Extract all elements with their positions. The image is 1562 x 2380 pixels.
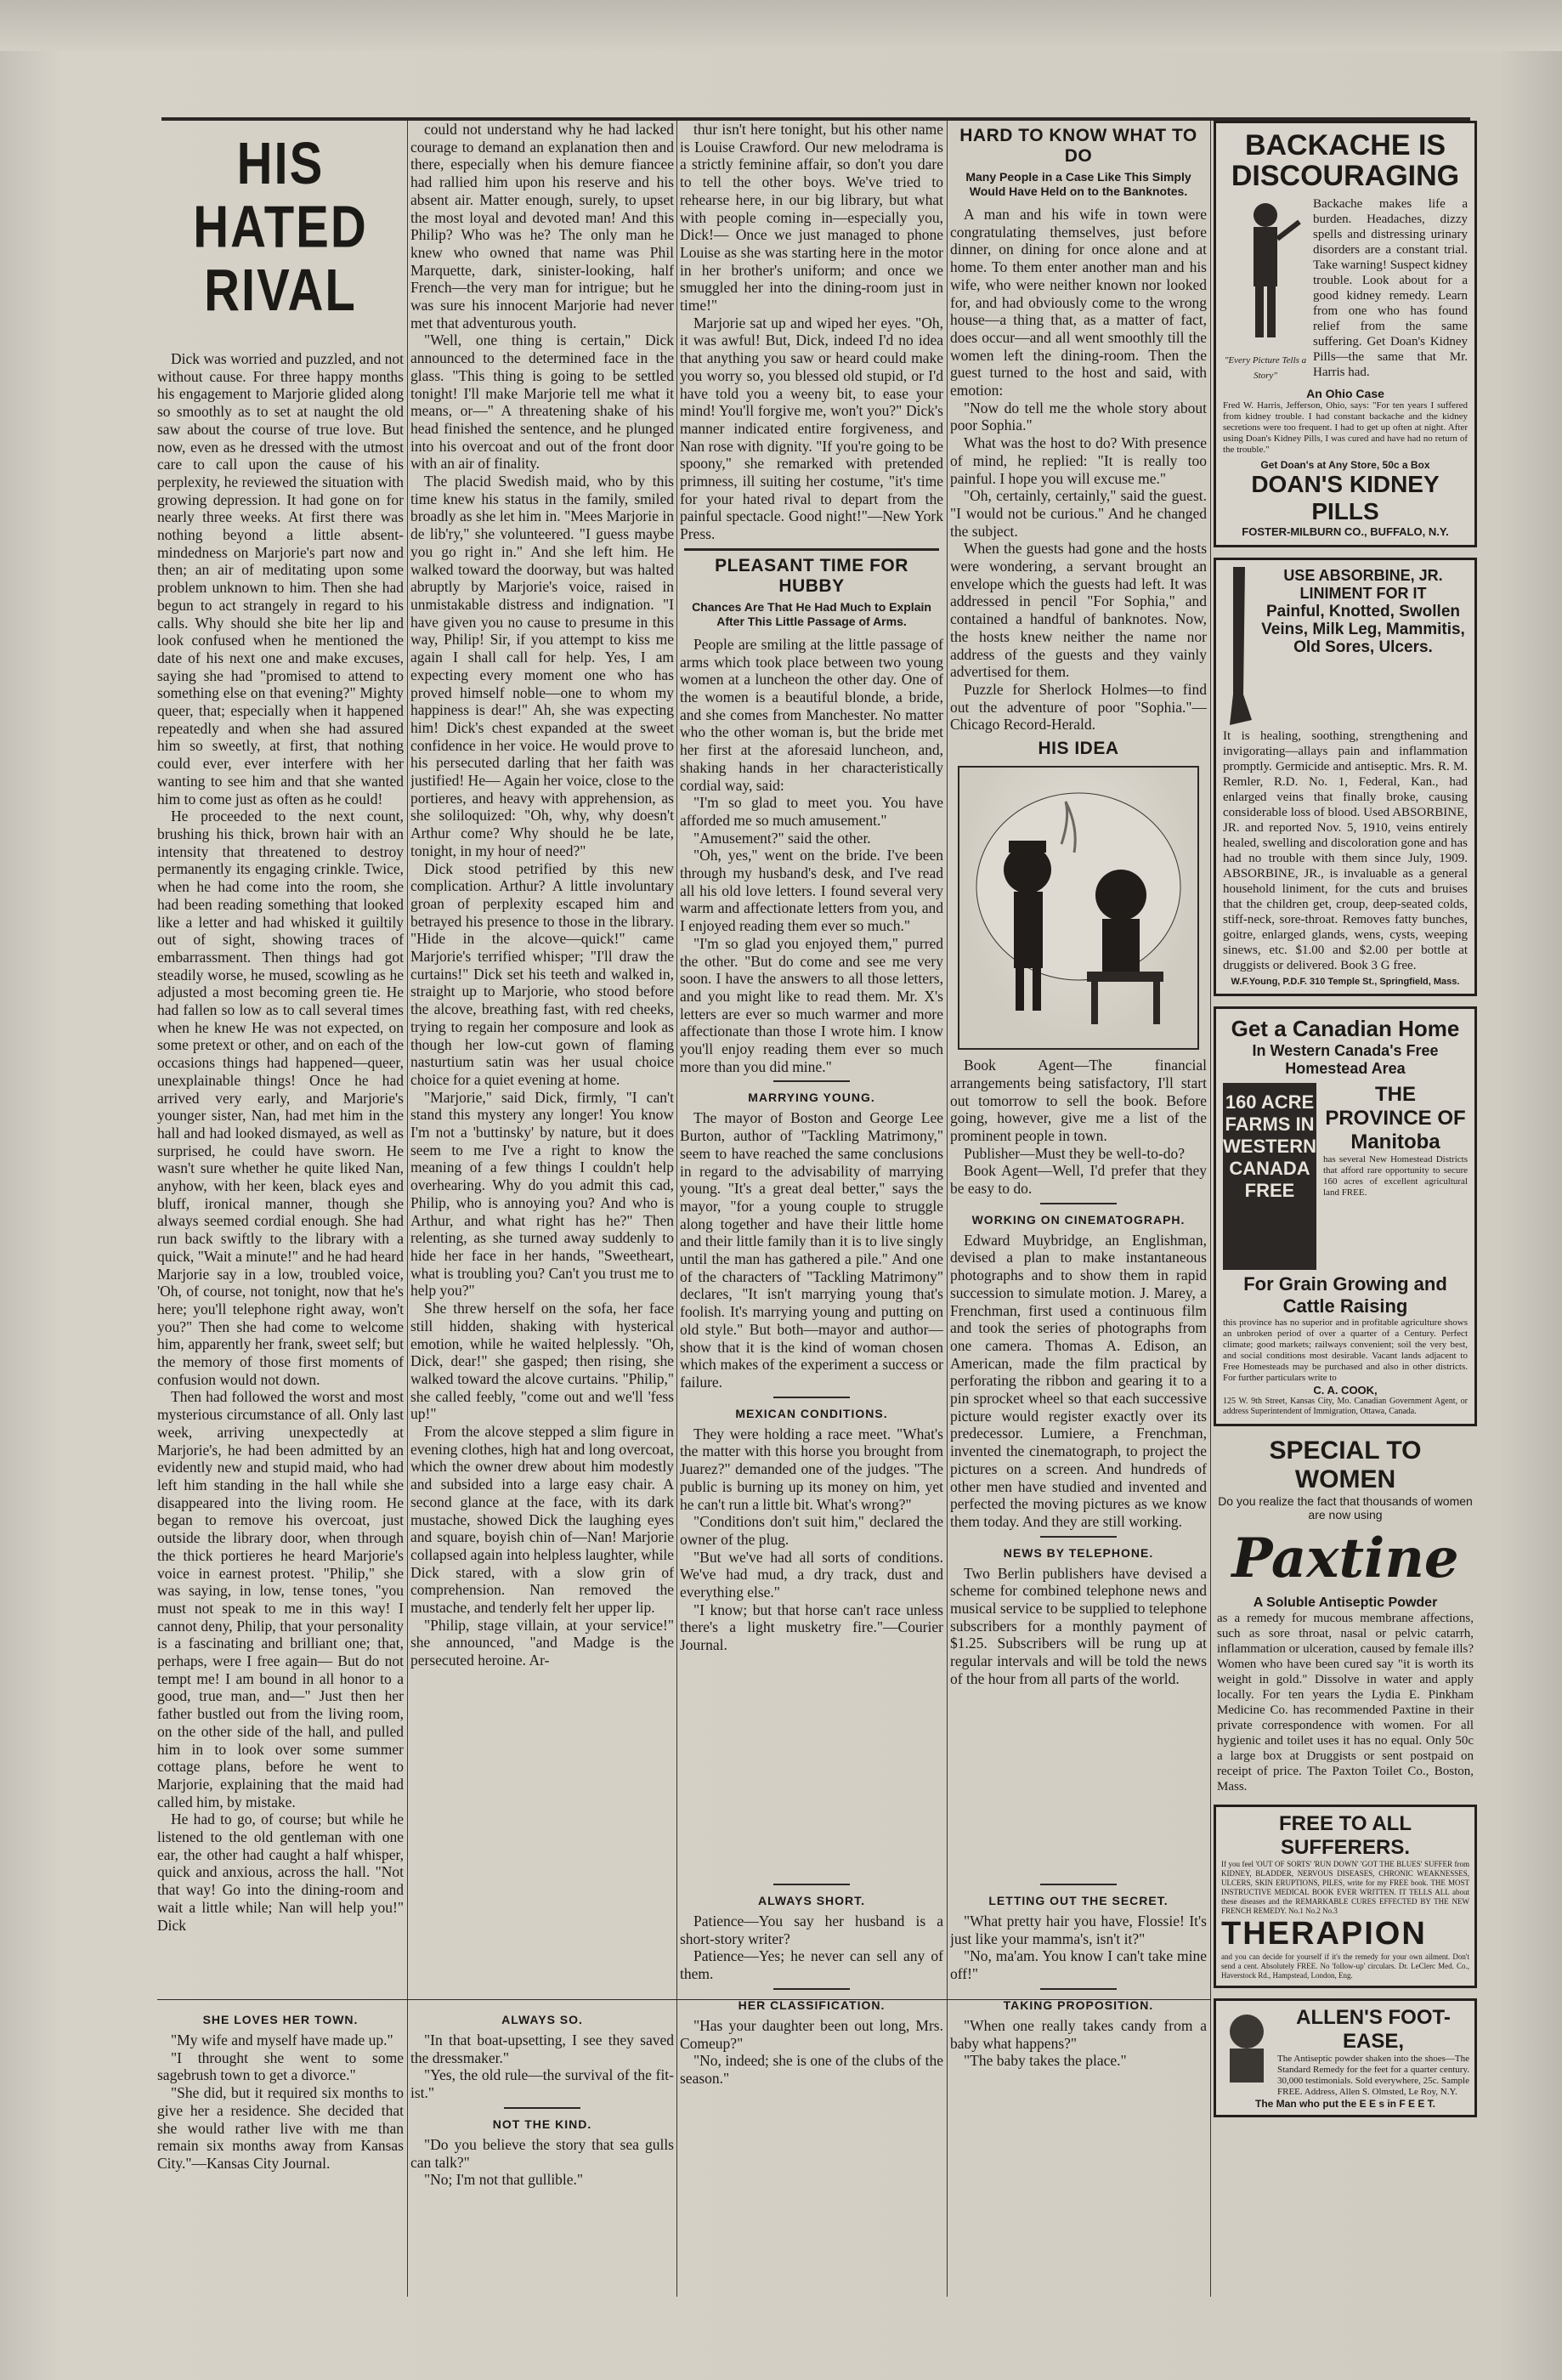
portrait-icon: [1221, 2006, 1272, 2082]
ad-subtitle: A Soluble Antiseptic Powder: [1253, 1595, 1438, 1610]
ad-body: as a remedy for mucous membrane affections, such as sore throat, nasal or pelvic catarrh, inflammation or ulceration, caused by female ills? Women who have been cured say "it is worth its weight in gold." Dissolve in water and apply locally. For ten years the Lydia E. Pinkham Medicine Co. has recommended Paxtine in their private correspondence with women. For all hygienic and toilet uses it has no equal. Only 50c a large box at Druggists or sent postpaid on receipt of price. The Paxton Toilet Co., Boston, Mass.: [1217, 1612, 1474, 1794]
article-paragraph: Dick stood petrified by this new complication. Arthur? A little involuntary groan of perplexity escaped him and betrayed his presence to those in the library. "Hide in the alcove—quick!" came Marjorie's terrified whisper; "I'll draw the curtains!" Dick set his teeth and walked in, straight up to Marjorie, who stood before the alcove, breathing fast, with red cheeks, trying to regain her composure and look as though her low-cut gown of flaming nasturtium satin was her usual choice choice for a quiet evening at home.: [410, 859, 674, 1088]
ad-body: The Antiseptic powder shaken into the shoes—The Standard Remedy for the feet for a quarter century. 30,000 testimonials. Sold everywhere, 25c. Sample FREE. Address, Allen S. Olmsted, Le Roy, N.Y.: [1277, 2054, 1469, 2097]
article-paragraph: Puzzle for Sherlock Holmes—to find out the adventure of poor "Sophia."—Chicago Record-Herald.: [950, 680, 1207, 734]
cartoon-illustration: [958, 766, 1199, 1050]
headline-cinematograph: WORKING ON CINEMATOGRAPH.: [971, 1212, 1186, 1227]
ads-column: [1214, 121, 1477, 2207]
article-paragraph: "No, ma'am. You know I can't take mine off!": [950, 1947, 1207, 1983]
article-paragraph: Publisher—Must they be well-to-do?: [964, 1144, 1186, 1162]
ad-title: FREE TO ALL SUFFERERS.: [1279, 1812, 1412, 1859]
article-paragraph: "The baby takes the place.": [964, 2052, 1127, 2070]
article-paragraph: "Amusement?" said the other.: [693, 829, 871, 847]
article-paragraph: "Marjorie," said Dick, firmly, "I can't stand this mystery any longer! You know I'm not a 'buttinsky' by nature, but it does seem to me I've a right to know the meaning of a few things I couldn't help overhearing. Why do you admit this cad, Philip, who is annoying you? And who is Arthur, and what right has he?" Then relenting, as she turned away suddenly to hide her face in her hands, "Sweetheart, what is troubling you? Can't you trust me to help you?": [410, 1088, 674, 1300]
ad-body: and you can decide for yourself if it's the remedy for your own ailment. Don't send a cent. Absolutely FREE. No 'follow-up' circulars. Dr. LeClerc Med. Co., Haverstock Rd., Hampstead, London, Eng.: [1221, 1952, 1469, 1980]
divider: [504, 2107, 580, 2109]
headline-pleasant-time: PLEASANT TIME FOR HUBBY: [715, 555, 908, 596]
leg-icon: [1223, 567, 1254, 728]
article-paragraph: Patience—You say her husband is a short-story writer?: [680, 1912, 943, 1947]
ad-body: has several New Homestead Districts that afford rare opportunity to secure 160 acres of excellent agricultural land FREE.: [1323, 1154, 1468, 1198]
headline-news-by-telephone: NEWS BY TELEPHONE.: [1003, 1545, 1154, 1560]
headline-marrying-young: MARRYING YOUNG.: [748, 1091, 875, 1105]
man-with-backache-icon: [1223, 196, 1308, 349]
article-paragraph: Patience—Yes; he never can sell any of them.: [680, 1947, 943, 1983]
ad-brand: DOAN'S KIDNEY PILLS: [1251, 471, 1440, 524]
article-paragraph: "She did, but it required six months to give her a residence. She decided that she would rather live with me than remain six months away from Kansas City."—Kansas City Journal.: [157, 2084, 404, 2172]
ad-body: Backache makes life a burden. Headaches, dizzy spells and distressing urinary disorders are a constant trial. Take warning! Suspect kidney trouble. Look about for a good kidney remedy. Learn from one who has found relief from the same suffering. Get Doan's Kidney Pills—the same that Mr. Harris had.: [1313, 197, 1468, 379]
article-paragraph: "Yes, the old rule—the survival of the fit-ist.": [410, 2066, 674, 2102]
subheadline: Many People in a Case Like This Simply Would Have Held on to the Banknotes.: [965, 170, 1191, 198]
article-paragraph: "Do you believe the story that sea gulls can talk?": [410, 2135, 674, 2171]
headline-his-idea: HIS IDEA: [1038, 739, 1119, 759]
article-paragraph: Two Berlin publishers have devised a scheme for combined telephone news and musical service to be supplied to telephone subscribers for a monthly payment of $1.25. Subscribers will be rung up at regular intervals and will be told the news of the hour from all parts of the world.: [950, 1564, 1207, 1687]
column-3: [680, 121, 943, 1995]
headline-taking-proposition: TAKING PROPOSITION.: [1003, 1998, 1154, 2012]
article-paragraph: Book Agent—Well, I'd prefer that they be easy to do.: [950, 1162, 1207, 1198]
ad-maker: FOSTER-MILBURN CO., BUFFALO, N.Y.: [1242, 525, 1449, 538]
article-paragraph: From the alcove stepped a slim figure in evening clothes, high hat and long overcoat, which the owner drew about him modestly and subsided into a large easy chair. A second glance at the face, with its dark mustache, showed Dick the laughing eyes and square, boyish chin of—Nan! Marjorie collapsed again into helpless laughter, while Dick stared, with a slow grin of comprehension. Nan removed the mustache, and tenderly felt her upper lip.: [410, 1423, 674, 1617]
headline-hard-to-know: HARD TO KNOW WHAT TO DO: [959, 126, 1197, 166]
divider: [773, 1988, 850, 1990]
divider: [773, 1397, 850, 1398]
ad-subtitle: Do you realize the fact that thousands of women are now using: [1218, 1494, 1473, 1522]
therapion-logo: THERAPION: [1221, 1916, 1427, 1952]
article-paragraph: Book Agent—The financial arrangements being satisfactory, I'll start out tomorrow to sell the book. Before going, however, give me a list of the prominent people in town.: [950, 1057, 1207, 1144]
column-1: [157, 121, 404, 1995]
divider: [1040, 1203, 1117, 1204]
article-paragraph: Edward Muybridge, an Englishman, devised a plan to make instantaneous photographs and to show them in rapid succession to simulate motion. J. Marey, a Frenchman, first used a continuous film and took the series of photographs from one camera. Thomas A. Edison, an American, made the film practical by perforating the ribbon and gearing it to a pin sprocket wheel so that each successive picture would register exactly over its predecessor. Lumiere, a Frenchman, invented the cinematograph, to project the pictures on a screen. And hundreds of other men have studied and invented and perfected the moving pictures as we know them today. And they are still working.: [950, 1231, 1207, 1530]
article-paragraph: What was the host to do? With presence of mind, he replied: "It is really too painful. I hope you will excuse me.": [950, 434, 1207, 487]
column-rule: [1210, 121, 1211, 2297]
ad-doans: [1214, 121, 1477, 547]
canada-map-banner: 160 ACRE FARMS IN WESTERN CANADA FREE: [1223, 1083, 1316, 1270]
ad-canada: [1214, 1006, 1477, 1426]
divider: [684, 548, 939, 551]
article-paragraph: Marjorie sat up and wiped her eyes. "Oh, it was awful! But, Dick, indeed I'd no idea that anything you saw or heard could make you worry so, you blessed old stupid, or I'd have told you a weeny bit, to ease your mind! You'll forgive me, won't you?" Dick's manner indicated entire forgiveness, and Nan rose with dignity. "If you're going to be spoony," she remarked with pretended primness, ill suiting her costume, "it's time for your hated rival to depart from the painful spectacle. Good night!"—New York Press.: [680, 314, 943, 543]
article-paragraph: She threw herself on the sofa, her face still hidden, shaking with hysterical emotion, while he waited helplessly. "Oh, Dick, dear!" she gasped; then rising, she walked toward the alcove curtains. "Philip," she called feebly, "come out and we'll 'fess up!": [410, 1300, 674, 1423]
article-paragraph: "What pretty hair you have, Flossie! It's just like your mamma's, isn't it?": [950, 1912, 1207, 1947]
ad-allens-foot-ease: [1214, 1998, 1477, 2117]
headline-her-classification: HER CLASSIFICATION.: [738, 1998, 886, 2012]
article-paragraph: "In that boat-upsetting, I see they saved the dressmaker.": [410, 2032, 674, 2066]
ad-therapion: [1214, 1805, 1477, 1988]
article-paragraph: When the guests had gone and the hosts were wondering, a servant brought an envelope which the guests had left. It was addressed in pencil "For Sophia," and contained a handful of banknotes. Now, the hosts knew neither the name nor address of the guests and they vainly advertised for them.: [950, 540, 1207, 681]
article-paragraph: "Philip, stage villain, at your service!" she announced, "and Madge is the persecuted heroine. Ar-: [410, 1616, 674, 1669]
article-paragraph: "Has your daughter been out long, Mrs. Comeup?": [680, 2016, 943, 2052]
article-paragraph: The placid Swedish maid, who by this time knew his status in the family, smiled broadly as she let him in. "Mees Marjorie in de lib'ry," she volunteered. "I guess maybe you go right in." And she left him. He walked toward the doorway, but was halted abruptly by Marjorie's voice, raised in unmistakable distress and indignation. "I have given you no cause to presume in this way, Philip! Sir, if you attempt to kiss me again I shall call for help. Yes, I am expecting every moment one who has proved himself noble—one to whom my happiness is dear!" Ah, she was expecting him! Dick's chest expanded at the sweet confidence in her voice. He would prove to his persecuted darling that her faith was justified! He— Again her voice, close to the portieres, and heavy with apprehension, as she soliloquized: "Oh, why, why doesn't Arthur come? Why should he be late, tonight, in my hour of need?": [410, 473, 674, 859]
headline-always-short: ALWAYS SHORT.: [757, 1894, 866, 1907]
bottom-item-1: [157, 2004, 404, 2208]
article-paragraph: "My wife and myself have made up.": [171, 2032, 393, 2048]
article-paragraph: thur isn't here tonight, but his other name is Louise Crawford. Our new melodrama is a strictly feminine affair, so don't you dare to tell the other boys. We've tried to rehearse here, in our big library, but what with people coming in—especially you, Dick!— Once we just managed to phone Louise as she was starting here in the motor in her brother's uniform; and once we smuggled her into the dining-room just in time!": [680, 121, 943, 314]
column-4: [950, 121, 1207, 1995]
ad-caption: "Every Picture Tells a Story": [1224, 355, 1307, 381]
divider: [773, 1884, 850, 1885]
article-paragraph: could not understand why he had lacked courage to demand an explanation then and there, especially when his demure fiancee had rallied him upon his reserve and his absent air. Matter enough, surely, to upset the most loyal and devoted man! And this Philip? Who was he? The only man he knew who owned that name was Phil Marquette, dark, sinister-looking, half French—the very man for intrigue; but he was sure his innocent Marjorie had never met that adventurous youth.: [410, 121, 674, 332]
ad-title: BACKACHE IS DISCOURAGING: [1231, 129, 1460, 192]
article-paragraph: "No; I'm not that gullible.": [424, 2171, 584, 2189]
ad-maker: W.F.Young, P.D.F. 310 Temple St., Springfield, Mass.: [1231, 977, 1460, 987]
page-fold-shadow: [0, 0, 1562, 51]
ad-body: It is healing, soothing, strengthening and invigorating—allays pain and inflammation promptly. Germicide and antiseptic. Mrs. R. M. Remler, R.D. No. 1, Federal, Kan., had enlarged veins that finally broke, causing considerable loss of blood. Used ABSORBINE, JR. and reported Nov. 5, 1910, veins entirely healed, swelling and discoloration gone and has had no trouble with them since July, 1909. ABSORBINE, JR., is invaluable as a general household liniment, for the cuts and bruises that the children get, croup, deep-seated colds, stiff-neck, sore-throat. Removes fatty bunches, goitre, enlarged glands, wens, cysts, weeping sinews, etc. $1.00 and $2.00 per bottle at druggists or delivered. Book 3 G free.: [1223, 729, 1468, 972]
ad-subtitle: An Ohio Case: [1306, 387, 1384, 400]
article-paragraph: A man and his wife in town were congratulating themselves, just before dinner, on dining for once alone and at home. To them enter another man and his wife, who were neither known nor looked for, and had obviously come to the wrong house—a thing that, as a matter of fact, does occur—and all went smoothly till the women left the dining-room. Then the guest turned to the host and said, with emotion:: [950, 206, 1207, 400]
column-rule: [947, 121, 948, 2297]
headline-letting-out-secret: LETTING OUT THE SECRET.: [988, 1894, 1169, 1907]
article-paragraph: "Oh, yes," went on the bride. I've been through my husband's desk, and I've read all his old love letters. I found several very warm and affectionate letters from you, and I enjoyed reading them ever so much.": [680, 847, 943, 935]
bottom-item-3: [680, 1878, 943, 2214]
article-paragraph: "Well, one thing is certain," Dick announced to the determined face in the glass. "This thing is going to be settled tonight! I'll make Marjorie tell me what it means, or—" A threatening shake of his head finished the sentence, and he plunged into his overcoat and out of the front door with an air of finality.: [410, 332, 674, 473]
ad-lead: Painful, Knotted, Swollen Veins, Milk Leg, Mammitis, Old Sores, Ulcers.: [1261, 603, 1465, 656]
divider: [1040, 1536, 1117, 1538]
ad-province: THE PROVINCE OF Manitoba: [1325, 1083, 1466, 1153]
cartoon-figures-icon: [959, 768, 1197, 1048]
headline-mexican-conditions: MEXICAN CONDITIONS.: [735, 1406, 888, 1420]
article-paragraph: People are smiling at the little passage of arms which took place between two young women at a luncheon the other day. One of the women is a beautiful blonde, a bride, and she comes from Manchester. No matter who the other woman is, but the bride met her first at the aforesaid luncheon, and, shaking hands in her characteristically cordial way, said:: [680, 635, 943, 794]
article-paragraph: He proceeded to the next count, brushing his thick, brown hair with an intensity that threatened to destroy permanently its engaging crinkle. Twice, when he had come into the room, she had been reading something that looked like a letter and had whisked it guiltily out of sight, showing traces of embarrassment. Then things had got steadily worse, he mused, scowling as he adjusted a most becoming green tie. He had fallen so low as to call several times when he knew He was not expected, on some pretext or other, and on each of the occasions things had happened—queer, unexplainable things! Once he had arrived very early, and Marjorie's younger sister, Nan, had met him in the hall and had looked dismayed, as well as surprised, he could have sworn. He wasn't sure whether he quite liked Nan, anyhow, with her keen, black eyes and bluff, ironical manner, though she always seemed cordial enough. She had run back swiftly to the library with a quick, "Wait a minute!" and he had heard Marjorie say in a low, troubled voice, 'Oh, of course, not tonight, now that he's here; you'll telephone right away, won't you?" Then she had come to welcome him, apparently her frank, sweet self; but the memory of those first moments of confusion would not down.: [157, 808, 404, 1388]
column-rule: [676, 121, 677, 2297]
divider: [773, 1080, 850, 1082]
article-paragraph: "Conditions don't suit him," declared the owner of the plug.: [680, 1513, 943, 1548]
article-paragraph: "Oh, certainly, certainly," said the guest. "I would not be curious." And he changed the subject.: [950, 487, 1207, 540]
article-paragraph: Dick was worried and puzzled, and not without cause. For three happy months his engagement to Marjorie glided along so smoothly as to set at naught the old saw about the course of true love. But now, even as he dressed with the utmost care to call upon the cause of his perplexity, he reviewed the situation with growing depression. It had gone on for nearly three weeks. At first there was nothing beyond a little absent-mindedness on Marjorie's part now and then; an air of meditating upon some problem unknown to him. Then she had begun to act strangely in regard to his calls. Why should she bite her lip and look confused when he mentioned the date of his next one and make excuses, saying she had "promised to attend to something else on that evening?" Mighty queer, that; especially when it happened repeatedly and when she had assured him so sweetly, at first, that nothing could ever, ever interfere with her wanting to see him and that she wanted him to come just as often as he could!: [157, 350, 404, 808]
ad-absorbine: [1214, 558, 1477, 996]
article-paragraph: "When one really takes candy from a baby what happens?": [950, 2016, 1207, 2052]
column-rule: [407, 121, 408, 2297]
ad-body: Fred W. Harris, Jefferson, Ohio, says: "For ten years I suffered from kidney trouble. I had constant backache and the kidney secretions were too frequent. I had to get up often at night. After using Doan's Kidney Pills, I was cured and have had no return of the trouble.": [1223, 400, 1468, 455]
article-paragraph: "I throught she went to some sagebrush town to get a divorce.": [157, 2048, 404, 2084]
article-paragraph: "I'm so glad you enjoyed them," purred the other. "But do come and see me very soon. I have the answers to all those letters, and you might like to read them. Mr. X's letters are ever so much warmer and more affectionate than those I wrote him. I know you'll enjoy reading them ever so much more than you did mine.": [680, 934, 943, 1075]
ad-tagline: The Man who put the E E s in F E E T.: [1254, 2098, 1435, 2110]
headline-not-the-kind: NOT THE KIND.: [492, 2116, 592, 2131]
bottom-item-4: [950, 1878, 1207, 2214]
headline-she-loves-her-town: SHE LOVES HER TOWN.: [202, 2013, 359, 2026]
divider: [1040, 1884, 1117, 1885]
article-paragraph: Then had followed the worst and most mysterious circumstance of all. Only last week, arriving unexpectedly at Marjorie's, he had been admitted by an evidently new and stupid maid, who had left him standing in the hall while she disappeared into the living room. He began to remove his overcoat, just outside the library door, when through the thick portieres he heard Marjorie's voice in earnest protest. "Philip," she was saying, in low, tense tones, "you must not speak to me in this way! I cannot deny, Philip, that your personality is a fascinating and brilliant one; that, perhaps, were I free again— But do not tempt me! I am bound in all honor to a good, true man, and—" Just then her father bustled out from the living room, on the other side of the hall, and pulled him in to look over some summer cottage plans, before he went to Marjorie, explaining that the maid had called him, by mistake.: [157, 1388, 404, 1810]
ad-title: Get a Canadian Home: [1231, 1016, 1460, 1041]
ad-title: ALLEN'S FOOT-EASE,: [1296, 2006, 1451, 2053]
column-2: [410, 121, 674, 1995]
ad-paxtine: [1214, 1436, 1477, 1794]
ad-agent-address: 125 W. 9th Street, Kansas City, Mo. Canadian Government Agent, or address Superintendent of Immigration, Ottawa, Canada.: [1223, 1397, 1468, 1416]
article-paragraph: They were holding a race meet. "What's the matter with this horse you brought from Juarez?" demanded one of the judges. "The public is burning up its money on him, yet he can't run a little bit. What's wrong?": [680, 1425, 943, 1513]
paxtine-logo: Paxtine: [1231, 1527, 1459, 1590]
article-paragraph: "I know; but that horse can't race unless there's a light musketry fire."—Courier Journal.: [680, 1601, 943, 1654]
ad-subtitle: Get Doan's at Any Store, 50c a Box: [1260, 459, 1430, 471]
headline-his-hated-rival: HIS HATED RIVAL: [193, 130, 368, 324]
article-paragraph: "But we've had all sorts of conditions. We've had mud, a dry track, dust and everything else.": [680, 1548, 943, 1601]
ad-agent: C. A. COOK,: [1313, 1384, 1378, 1397]
divider: [1040, 1988, 1117, 1990]
ad-subtitle: For Grain Growing and Cattle Raising: [1243, 1273, 1447, 1317]
article-paragraph: "No, indeed; she is one of the clubs of the season.": [680, 2052, 943, 2087]
ad-body: this province has no superior and in profitable agriculture shows an unbroken period of over a quarter of a Century. Perfect climate; good markets; railways convenient; soil the very best, and social conditions most desirable. Vacant lands adjacent to Free Homesteads may be purchased and also in other districts. For further particulars write to: [1223, 1318, 1468, 1383]
ad-subtitle: In Western Canada's Free Homestead Area: [1252, 1042, 1439, 1077]
headline-always-so: ALWAYS SO.: [501, 2013, 583, 2026]
ad-title: SPECIAL TO WOMEN: [1269, 1436, 1422, 1493]
article-paragraph: "I'm so glad to meet you. You have afforded me so much amusement.": [680, 794, 943, 829]
article-paragraph: The mayor of Boston and George Lee Burton, author of "Tackling Matrimony," seem to have reached the same conclusions in regard to the advisability of marrying young. "It's a great deal better," says the mayor, "for a young couple to struggle along together and have their little home and their little family than it is to live singly until the man has gathered a pile." And one of the characters of "Tackling Matrimony" declares, "It isn't marrying young that's foolish. It's marrying young and putting on old style." But both—mayor and author—show that it is the kind of woman chosen which makes of the experiment a success or failure.: [680, 1109, 943, 1391]
bottom-item-2: [410, 2004, 674, 2208]
ad-title: USE ABSORBINE, JR. LINIMENT FOR IT: [1283, 567, 1443, 602]
article-paragraph: "Now do tell me the whole story about poor Sophia.": [950, 399, 1207, 434]
ad-body: If you feel 'OUT OF SORTS' 'RUN DOWN' 'GOT THE BLUES' SUFFER from KIDNEY, BLADDER, NERVOUS DISEASES, CHRONIC WEAKNESSES, ULCERS, SKIN ERUPTIONS, PILES, write for my FREE book. THE MOST INSTRUCTIVE MEDICAL BOOK EVER WRITTEN. IT TELLS ALL about these diseases and the REMARKABLE CURES EFFECTED BY THE NEW FRENCH REMEDY. No.1 No.2 No.3: [1221, 1860, 1469, 1915]
subheadline: Chances Are That He Had Much to Explain After This Little Passage of Arms.: [692, 599, 931, 628]
article-paragraph: He had to go, of course; but while he listened to the old gentleman with one ear, the other had caught a half whisper, quick and anxious, across the hall. "Not that way! Go into the dining-room and wait a little while; Nan will help you!" Dick: [157, 1810, 404, 1934]
